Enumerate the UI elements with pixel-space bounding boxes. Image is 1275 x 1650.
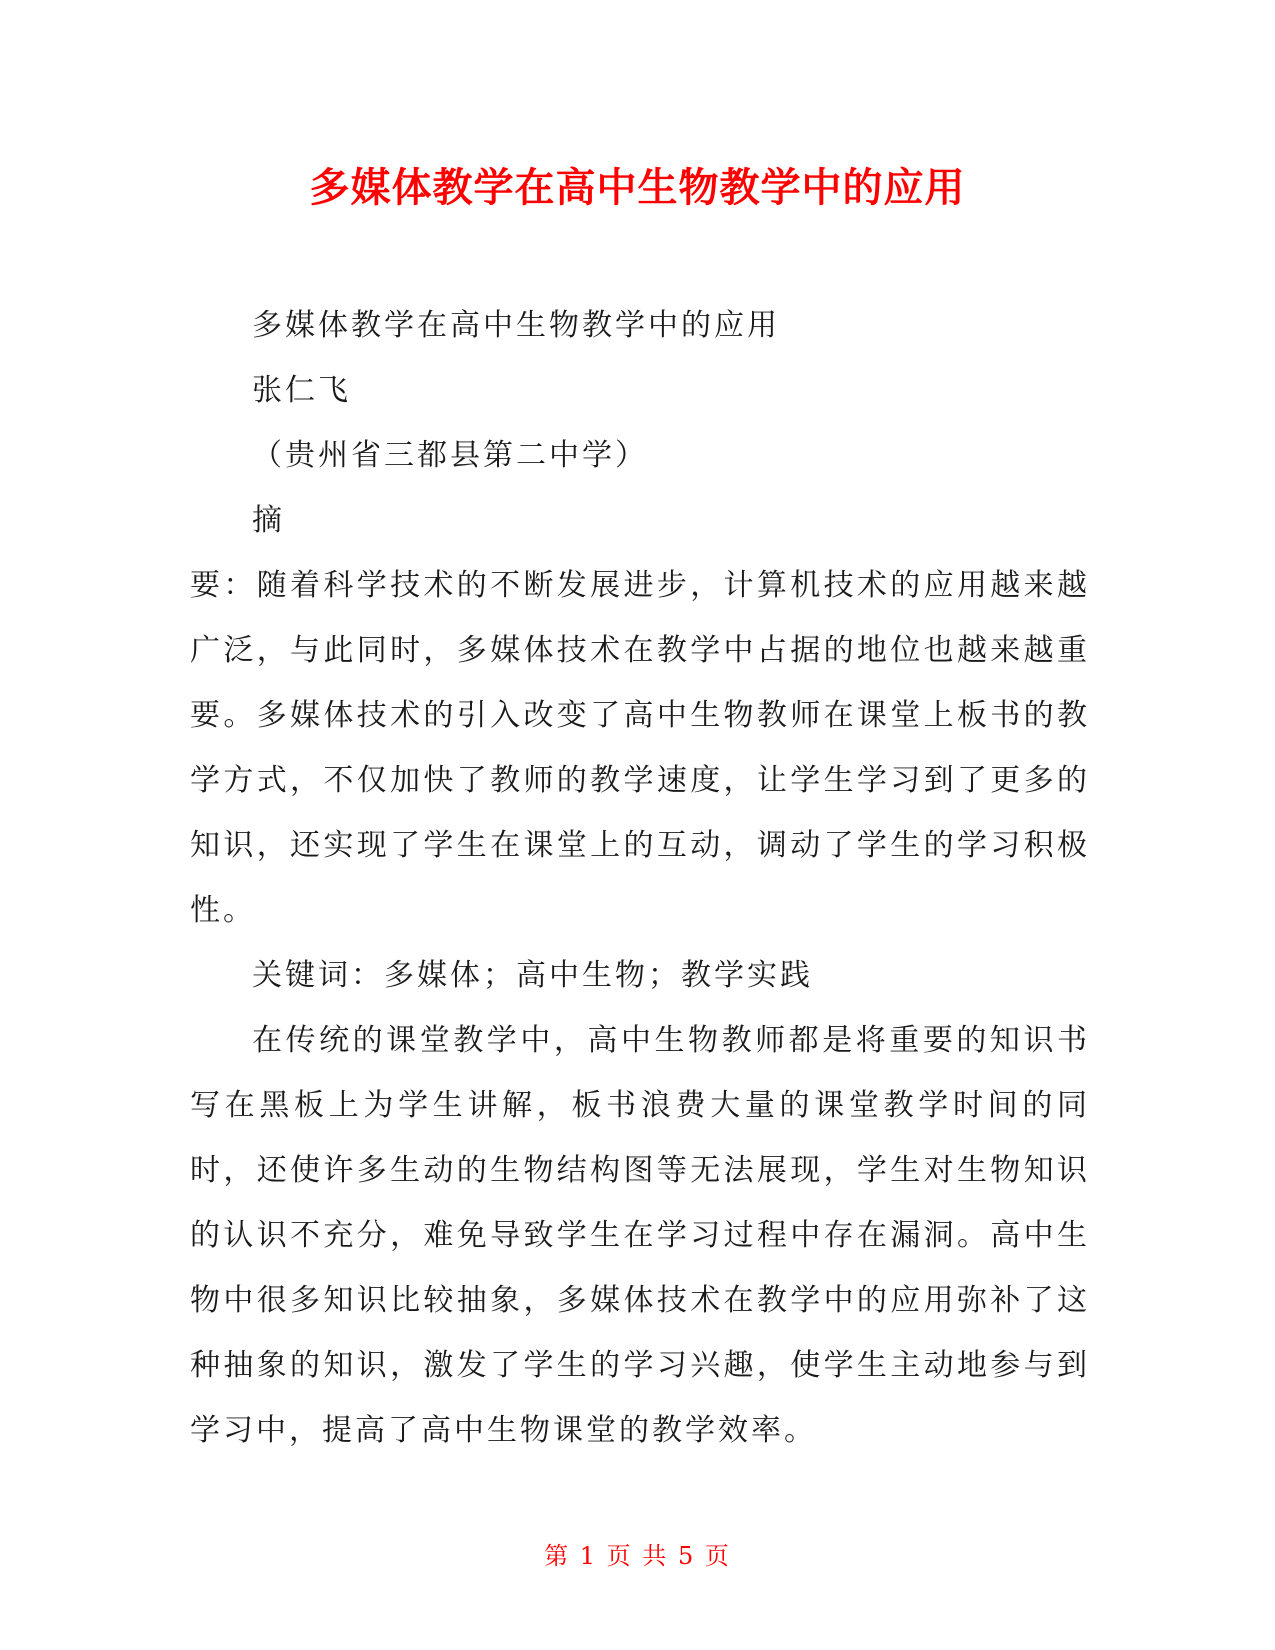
document-title: 多媒体教学在高中生物教学中的应用 <box>309 165 966 211</box>
page-number: 第 1 页 共 5 页 <box>544 1542 731 1570</box>
author-affiliation: （贵州省三都县第二中学） <box>252 438 648 473</box>
abstract-label: 摘 <box>252 503 285 538</box>
author-name: 张仁飞 <box>252 373 351 408</box>
abstract-text: 要：随着科学技术的不断发展进步，计算机技术的应用越来越广泛，与此同时，多媒体技术在教学中占据的地位也越来越重要。多媒体技术的引入改变了高中生物教师在课堂上板书的教学方式，不仅加快了教师的教学速度，让学生学习到了更多的知识，还实现了学生在课堂上的互动，调动了学生的学习积极性。 <box>190 568 1090 928</box>
document-body <box>190 293 1090 1463</box>
article-title: 多媒体教学在高中生物教学中的应用 <box>252 308 780 343</box>
body-paragraph: 在传统的课堂教学中，高中生物教师都是将重要的知识书写在黑板上为学生讲解，板书浪费大量的课堂教学时间的同时，还使许多生动的生物结构图等无法展现，学生对生物知识的认识不充分，难免导致学生在学习过程中存在漏洞。高中生物中很多知识比较抽象，多媒体技术在教学中的应用弥补了这种抽象的知识，激发了学生的学习兴趣，使学生主动地参与到学习中，提高了高中生物课堂的教学效率。 <box>190 1023 1090 1448</box>
keywords: 关键词：多媒体；高中生物；教学实践 <box>252 958 813 993</box>
